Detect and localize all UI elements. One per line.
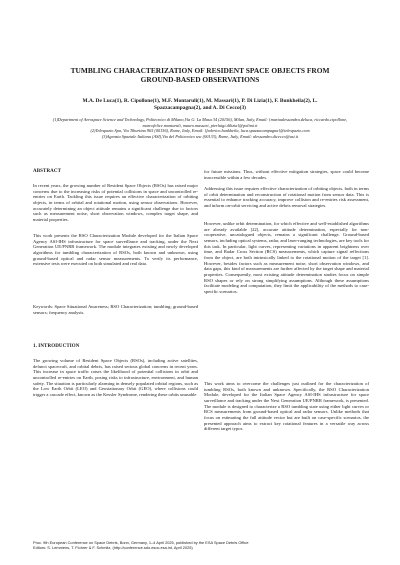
introduction-heading: 1. INTRODUCTION (33, 344, 80, 349)
right-paragraph-1: for future missions. Thus, without effective mitigation strategies, space could become inaccessible within a few decades. (204, 169, 369, 180)
abstract-paragraph-2: This work presents the RSO Characterization Module developed for the Italian Space Agency ASI-IHS infrastructure for space surveillance and tracking, under the Next Generation UE/PNRR framework. The module integrates existing and newly developed algorithms for tumbling characterization of RSOs, both known and unknown, using ground-based optical and radar sensor measurements. To verify its performance, extensive tests were executed on both simulated and real data. (33, 233, 198, 267)
introduction-paragraph-1: The growing volume of Resident Space Objects (RSOs), including active satellites, defunct spacecraft, and orbital debris, has raised serious global concerns in recent years. This increase in space traffic raises the likelihood of potential collisions in orbit and uncontrolled re-entries on Earth, posing risks to infrastructure, environment, and human safety. The situation is particularly alarming in densely populated orbital regions, such as the Low Earth Orbit (LEO) and Geostationary Orbit (GEO), where collisions could trigger a cascade effect, known as the Kessler Syndrome, rendering these orbits unusable (33, 358, 198, 397)
right-paragraph-2: Addressing this issue requires effective characterization of orbiting objects, both in terms of orbit determination and reconstruction of rotational motion from sensor data. This is essential to enhance tracking accuracy, improve collision and re-entries risk assessment, and inform on-orbit servicing and active debris removal strategies. (204, 186, 369, 208)
author-list: M.A. De Luca(1), R. Cipollone(1), M.F. Montaruli(1), M. Massari(1), P. Di Lizia(1), F. Bunkheila(2), L. Spazzacampagna(2), and A. Di Cecco(3) (82, 98, 318, 112)
affiliation-3: (3)Agenzia Spaziale Italiana (ASI),Via del Politecnico snc (00133), Rome, Italy, Email: alessandro.dicecco@asi.it (101, 133, 299, 139)
affiliations (34, 117, 366, 139)
right-paragraph-4: This work aims to overcome the challenges just outlined for the characterization of tumbling RSOs, both known and unknown. Specifically, the RSO Characterization Module, developed for the Italian Space Agency ASI-IHS infrastructure for space surveillance and tracking under the Next Generation UE/PNRR framework, is presented. The module is designed to characterize a RSO tumbling state using either light curves or RCS measurements from ground-based optical and radar sensors. Unlike methods that focus on estimating the full attitude vector but are built on case-specific scenarios, the presented approach aims to extract key rotational features in a versatile way across different target typos (204, 381, 369, 432)
affiliation-2: (2)Telespazio Spa, Via Tiburtina 965 (00156), Rome, Italy, Email: {federico.bunkheila, luca.spazzacampagna}@telespazio.com (90, 128, 310, 134)
abstract-paragraph-1: In recent years, the growing number of Resident Space Objects (RSOs) has raised major concerns due to the increasing risks of potential collisions in space and uncontrolled re-entries on Earth. Tackling this issue requires an effective characterization of orbiting objects, in terms of orbital and rotational motion, using sensor observations. However, accurately determining an object attitude remains a significant challenge due to factors such as measurement noise, short observation windows, complex target shape, and material properties. (33, 183, 198, 222)
abstract-heading: ABSTRACT (33, 169, 62, 174)
paper-title: TUMBLING CHARACTERIZATION OF RESIDENT SPACE OBJECTS FROM GROUND-BASED OBSERVATIONS (70, 66, 330, 85)
affiliation-1: (1)Department of Aerospace Science and Technology, Politecnico di Milano,Via G. La Masa 34 (20156), Milan, Italy, Email: {mariaalessandra.deluca, riccardo.cipollone, marcofelice.montaruli, mauro.massari, pierluigi.dilizia}@polimi.it (52, 117, 348, 128)
footer-line-2: Editors: S. Lemmens, T. Flohrer & F. Schmitz, (http://conference.sdo.esoc.esa.int, April 2025) (33, 545, 193, 551)
footer-line-1: Proc. 9th European Conference on Space Debris, Bonn, Germany, 1–4 April 2025, published by the ESA Space Debris Office (33, 540, 249, 545)
right-paragraph-3: However, unlike orbit determination, for which effective and well-established algorithms are already available [22], accurate attitude determination, especially for non-cooperative, uncatalogued objects, remains a significant challenge. Ground-based sensors, including optical systems, radar, and laser-ranging technologies, are key tools for this task. In particular, light curves, representing variations in apparent brightness over time, and Radar Cross Section (RCS) measurements, which capture signal reflections from the object, are both intrinsically linked to the rotational motion of the target [1]. However, besides factors such as measurement noise, short observation windows, and data gaps, this kind of measurements are further affected by the target shape and material properties. Consequently, most existing attitude determination studies focus on simple RSO shapes or rely on strong simplifying assumptions. Although these assumptions facilitate modeling and computation, they limit the applicability of the methods to case-specific scenarios. (204, 221, 369, 294)
keywords: Keywords: Space Situational Awareness; RSO Characterization; tumbling; ground-based sensors; frequency analysis. (33, 304, 198, 315)
proceedings-footer (33, 540, 369, 550)
